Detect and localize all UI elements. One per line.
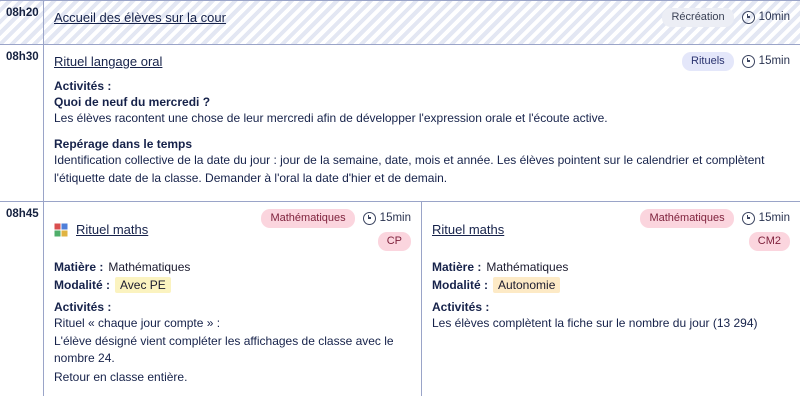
- clock-icon: [742, 212, 755, 225]
- activity-text: Les élèves complètent la fiche sur le nombre du jour (13 294): [432, 315, 758, 330]
- row-content: [44, 202, 800, 396]
- puzzle-icon: [54, 223, 68, 237]
- row-time: 08h30: [0, 45, 44, 201]
- activity-subtitle: Quoi de neuf du mercredi ?: [54, 94, 211, 109]
- category-badge[interactable]: Rituels: [682, 52, 734, 71]
- field-value: Mathématiques: [108, 259, 191, 274]
- entry-body: [44, 71, 800, 197]
- badge-stack: [261, 209, 411, 251]
- entry-title[interactable]: Accueil des élèves sur la cour: [54, 9, 226, 25]
- row-header: [44, 45, 800, 71]
- activity-subtitle: Repérage dans le temps: [54, 137, 193, 152]
- field-value: Avec PE: [115, 277, 171, 293]
- row-content: [44, 1, 800, 44]
- field-label: Matière :: [54, 259, 104, 274]
- duration: [742, 55, 790, 68]
- badge-row: [261, 209, 411, 228]
- activities-label: Activités :: [54, 299, 112, 314]
- field-modalite: [54, 277, 411, 293]
- badge-row: [640, 209, 790, 228]
- row-time: 08h20: [0, 1, 44, 44]
- category-badge[interactable]: Récréation: [662, 8, 733, 27]
- entry-title[interactable]: Rituel langage oral: [54, 53, 163, 69]
- activities-label: Activités :: [54, 78, 112, 93]
- field-label: Matière :: [432, 259, 482, 274]
- clock-icon: [742, 11, 755, 24]
- activity-text: Les élèves racontent une chose de leur mercredi afin de développer l'expression orale et l'écoute active.: [54, 110, 608, 125]
- entry-body: [44, 251, 421, 397]
- field-value: Autonomie: [493, 277, 560, 293]
- column-cm2: [422, 202, 800, 396]
- row-content: [44, 45, 800, 201]
- activity-text: Retour en classe entière.: [54, 369, 188, 384]
- badge-stack: [640, 209, 790, 251]
- duration-label: 10min: [758, 11, 790, 24]
- activity-text: L'élève désigné vient compléter les affichages de classe avec le nombre 24.: [54, 334, 394, 366]
- row-header: [44, 202, 421, 251]
- subject-badge[interactable]: Mathématiques: [640, 209, 733, 228]
- duration-label: 15min: [379, 212, 411, 225]
- duration-label: 15min: [758, 55, 790, 68]
- duration: [742, 11, 790, 24]
- duration: [742, 212, 790, 225]
- entry-title[interactable]: Rituel maths: [76, 222, 149, 238]
- clock-icon: [742, 55, 755, 68]
- row-header: [422, 202, 800, 251]
- activity-text: Identification collective de la date du jour : jour de la semaine, date, mois et année. Les élèves pointent sur le calendrier et complètent l'étiquette date de la classe. Demander à l'oral la date d'hier et de demain.: [54, 153, 765, 185]
- schedule-row-recreation[interactable]: [0, 1, 800, 45]
- duration: [363, 212, 411, 225]
- field-matiere: [432, 260, 790, 274]
- level-badge[interactable]: CM2: [749, 232, 790, 251]
- entry-body: [422, 251, 800, 342]
- field-label: Modalité :: [54, 277, 110, 292]
- subject-badge[interactable]: Mathématiques: [261, 209, 354, 228]
- field-modalite: [432, 277, 790, 293]
- field-matiere: [54, 260, 411, 274]
- level-badge[interactable]: CP: [378, 232, 411, 251]
- split-columns: [44, 202, 800, 396]
- field-value: Mathématiques: [486, 259, 569, 274]
- field-label: Modalité :: [432, 277, 488, 292]
- schedule-row-rituel-maths[interactable]: [0, 202, 800, 396]
- row-header: [44, 1, 800, 27]
- row-time: 08h45: [0, 202, 44, 396]
- entry-title[interactable]: Rituel maths: [432, 222, 505, 238]
- column-cp: [44, 202, 422, 396]
- activity-text: Rituel « chaque jour compte » :: [54, 315, 221, 330]
- duration-label: 15min: [758, 212, 790, 225]
- activities-label: Activités :: [432, 299, 490, 314]
- schedule-row-rituel-langage[interactable]: [0, 45, 800, 202]
- clock-icon: [363, 212, 376, 225]
